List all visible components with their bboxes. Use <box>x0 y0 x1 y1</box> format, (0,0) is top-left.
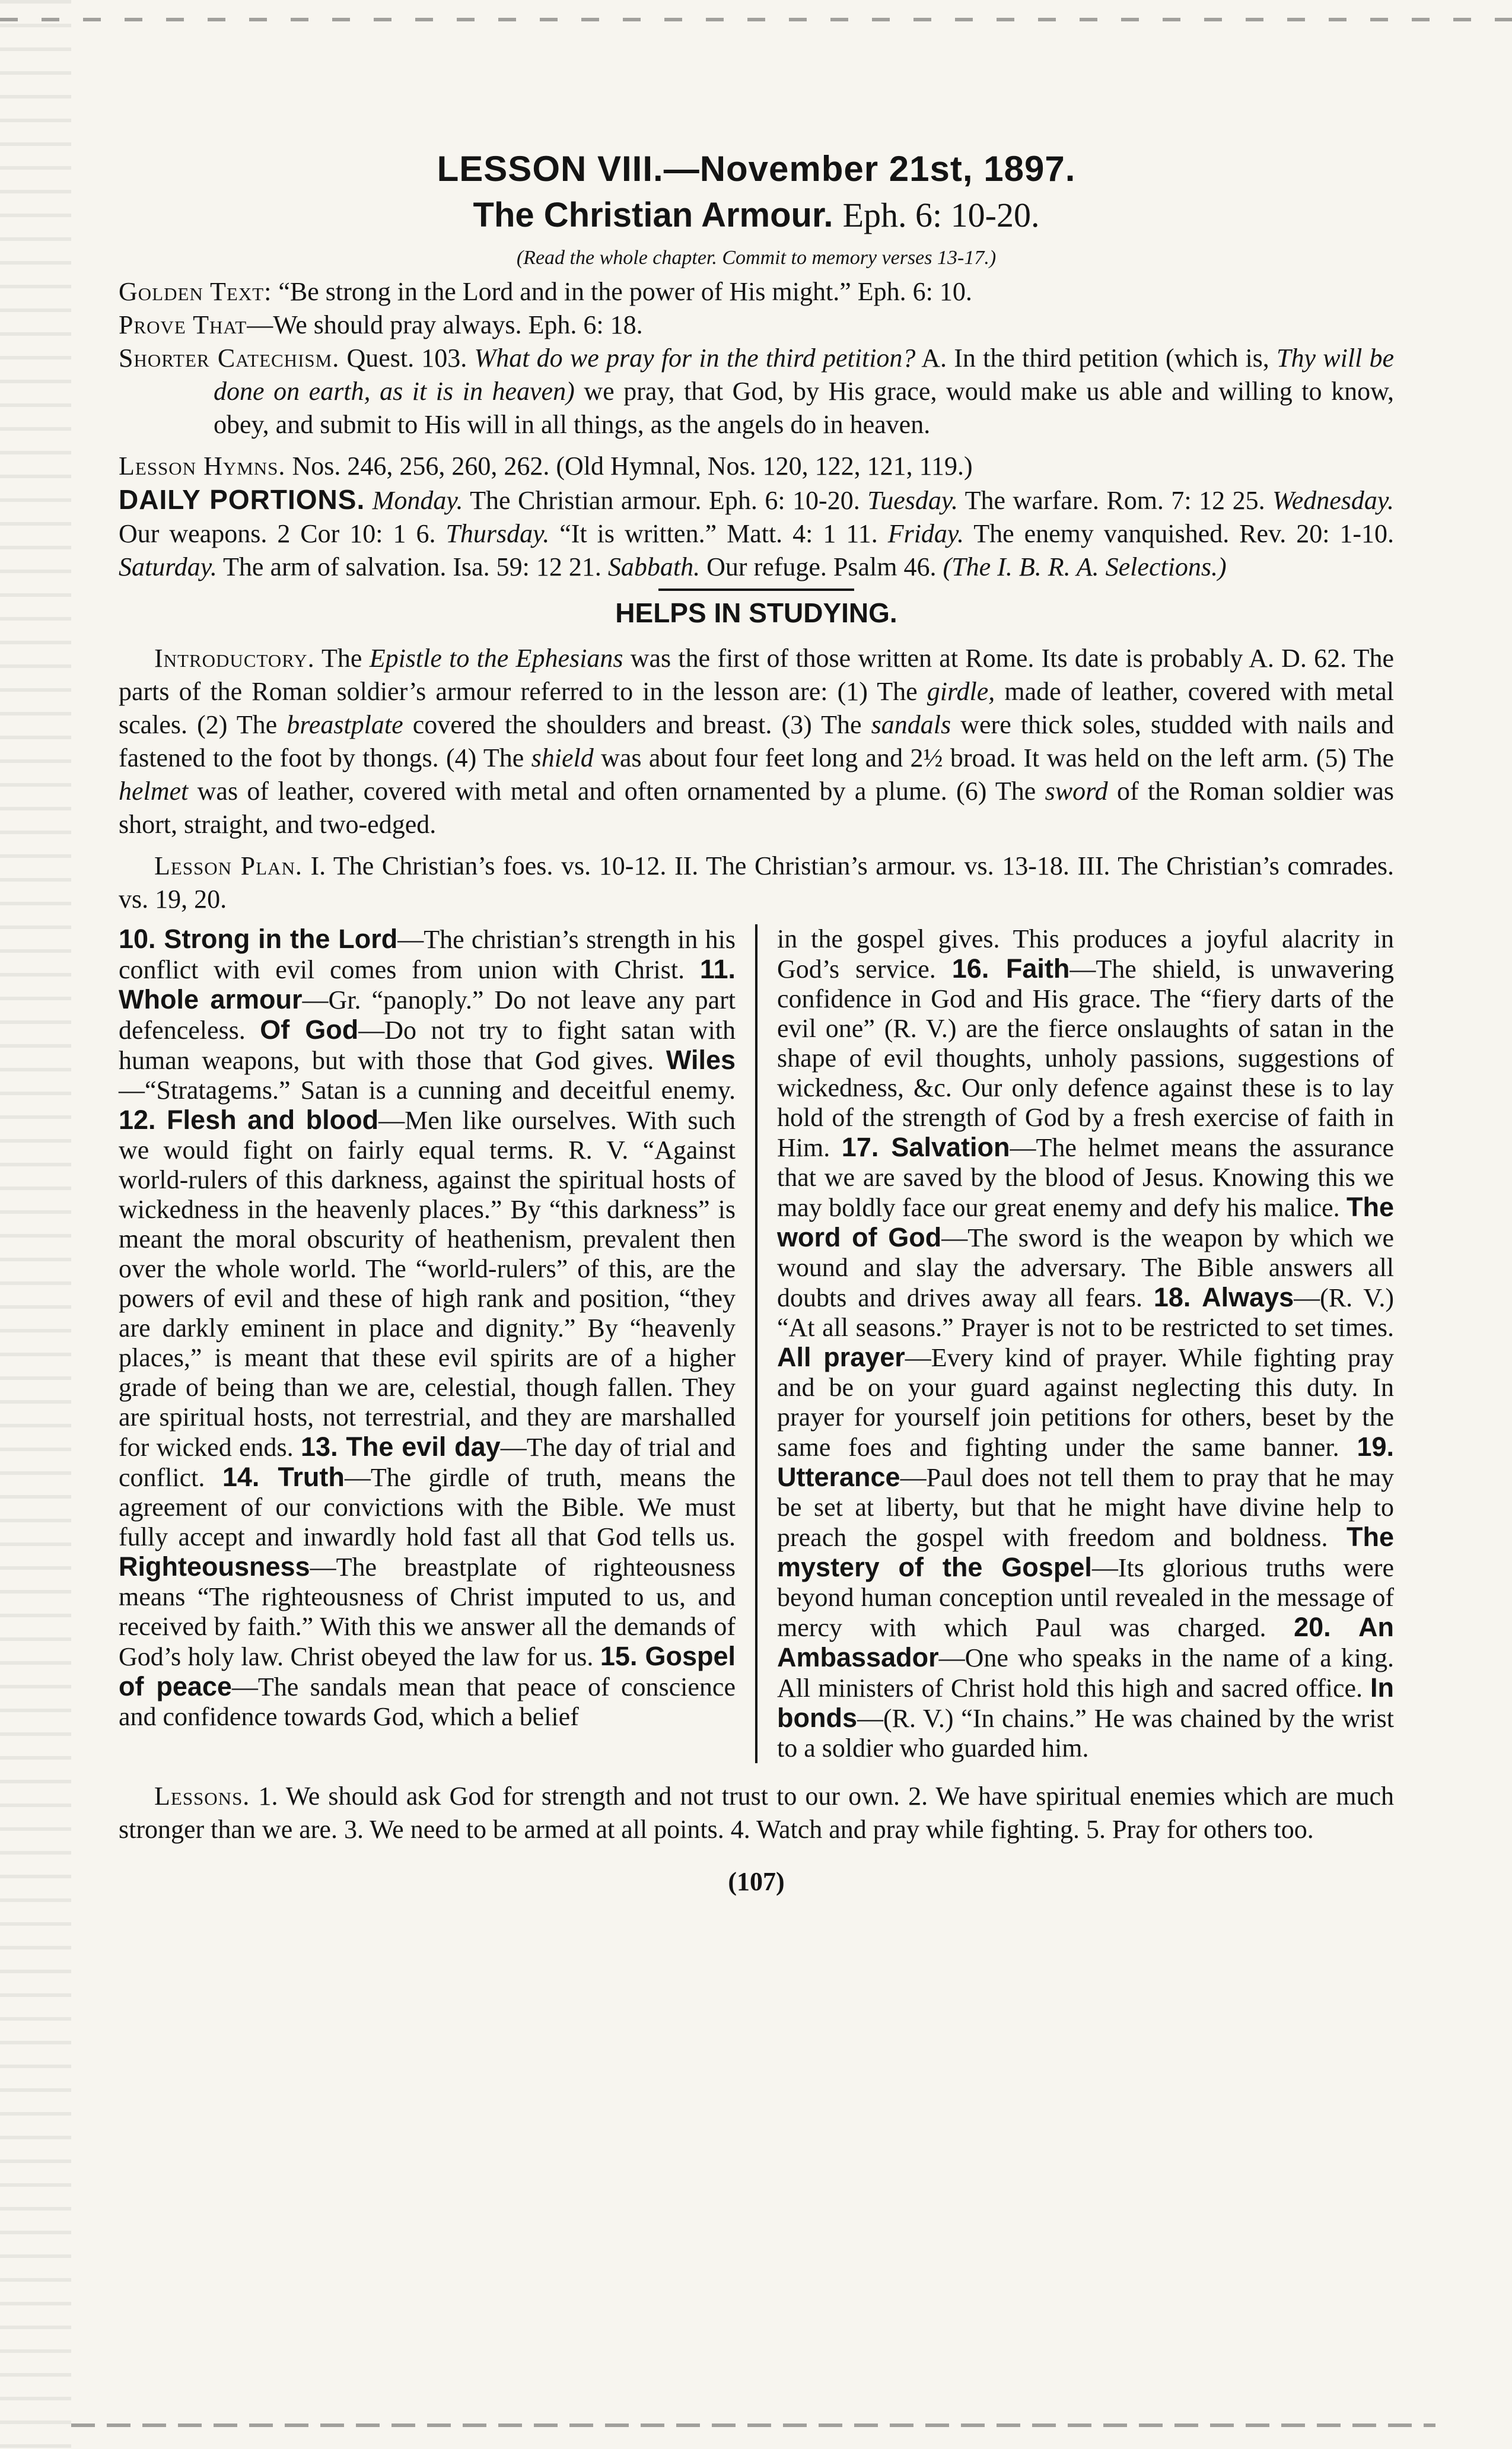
note-11-key: 11. Whole armour <box>119 954 736 1014</box>
scan-edge-top <box>0 18 1512 21</box>
notes-right-column <box>777 924 1394 1763</box>
introductory-epistle: Epistle to the Ephesians <box>369 644 623 673</box>
daily-monday-text: The Christian armour. Eph. 6: 10-20. <box>470 486 860 515</box>
daily-wednesday-text: Our weapons. 2 Cor 10: 1 6. <box>119 519 436 548</box>
golden-text-body: “Be strong in the Lord and in the power of His might.” Eph. 6: 10. <box>278 277 972 306</box>
section-rule <box>658 589 854 591</box>
introductory-label: Introductory. <box>154 644 315 673</box>
daily-portions <box>119 483 1394 584</box>
daily-sabbath-text: Our refuge. Psalm 46. <box>706 552 937 581</box>
daily-friday: Friday. <box>887 519 965 548</box>
note-14-text: —The girdle of truth, means the agreement of our convictions with the Bible. We must fully accept and inwardly hold fast all that God tells us. <box>119 1463 736 1551</box>
daily-saturday: Saturday. <box>119 552 217 581</box>
shorter-catechism <box>119 342 1394 441</box>
lesson-subtitle-text: The Christian Armour. <box>473 196 833 234</box>
daily-saturday-text: The arm of salvation. Isa. 59: 12 21. <box>223 552 601 581</box>
note-13-key: 13. The evil day <box>301 1432 501 1462</box>
introductory-helmet: helmet <box>119 777 189 806</box>
read-note: (Read the whole chapter. Commit to memory verses 13-17.) <box>516 247 997 269</box>
introductory-text-8: of the Roman soldier was short, straight, and two-edged. <box>119 777 1394 839</box>
note-14-key: 14. Truth <box>222 1462 345 1492</box>
note-13-text: —The day of trial and conflict. <box>119 1433 736 1492</box>
document-page <box>119 148 1394 1897</box>
introductory <box>119 642 1394 841</box>
note-20b-text: —(R. V.) “In chains.” He was chained by the wrist to a soldier who guarded him. <box>777 1704 1394 1763</box>
daily-selections: (The I. B. R. A. Selections.) <box>943 552 1227 581</box>
note-12-text: —Men like ourselves. With such we would fight on fairly equal terms. R. V. “Against world-rulers of this darkness, against the spiritual hosts of wickedness in the heavenly places.” By “this darkness” is meant the moral obscurity of heathenism, prevalent then over the whole world. The “world-rulers” of this, are the powers of evil and these of high rank and position, “they are darkly eminent in place and dignity.” By “heavenly places,” is meant that these evil spirits are of a higher grade of being than we are, celestial, though fallen. They are spiritual hosts, not terrestrial, and they are marshalled for wicked ends. <box>119 1106 736 1462</box>
introductory-breastplate: breastplate <box>287 710 403 739</box>
helps-heading: HELPS IN STUDYING. <box>615 597 897 628</box>
note-15-text: —The sandals mean that peace of conscience and confidence towards God, which a belief <box>119 1672 736 1731</box>
golden-text <box>119 275 1394 308</box>
introductory-sword: sword <box>1045 777 1108 806</box>
daily-tuesday: Tuesday. <box>867 486 958 515</box>
hymns-label: Lesson Hymns. <box>119 451 286 481</box>
note-12-key: 12. Flesh and blood <box>119 1105 379 1135</box>
note-18b-text: —Every kind of prayer. While fighting pray and be on your guard against neglecting this duty. In prayer for yourself join petitions for others, beset by the same foes and fighting under the same banner. <box>777 1343 1395 1462</box>
lesson-hymns <box>119 450 1394 483</box>
lesson-subtitle-ref: Eph. 6: 10-20. <box>842 196 1040 234</box>
lessons-text: 1. We should ask God for strength and not trust to our own. 2. We have spiritual enemies which are much stronger than we are. 3. We need to be armed at all points. 4. Watch and pray while fighting. 5. Pray for others too. <box>119 1782 1395 1844</box>
daily-tuesday-text: The warfare. Rom. 7: 12 25. <box>965 486 1265 515</box>
prove-that-body: —We should pray always. Eph. 6: 18. <box>247 310 643 339</box>
daily-sabbath: Sabbath. <box>607 552 701 581</box>
hymns-text: Nos. 246, 256, 260, 262. (Old Hymnal, Nos. 120, 122, 121, 119.) <box>292 451 973 481</box>
daily-thursday: Thursday. <box>445 519 550 548</box>
lesson-plan <box>119 850 1394 916</box>
prove-that <box>119 308 1394 342</box>
note-15b-text: in the gospel gives. This produces a joyful alacrity in God’s service. <box>777 924 1394 984</box>
note-15-key: 15. Gospel of peace <box>119 1641 736 1701</box>
catechism-question: What do we pray for in the third petition? <box>474 344 916 373</box>
introductory-text-3: made of leather, covered with metal scales. (2) The <box>119 677 1395 739</box>
daily-wednesday: Wednesday. <box>1272 486 1394 515</box>
note-18-key: 18. Always <box>1153 1282 1294 1312</box>
prove-that-label: Prove That <box>119 310 247 339</box>
note-14b-text: —The breastplate of righteousness means “The righteousness of Christ imputed to us, and received by faith.” With this we answer all the demands of God’s holy law. Christ obeyed the law for us. <box>119 1553 736 1671</box>
notes-left-column <box>119 924 736 1763</box>
note-16-text: —The shield, is unwavering confidence in God and His grace. The “fiery darts of the evil one” (R. V.) are the fierce onslaughts of satan in the shape of evil thoughts, unholy passions, suggestions of wickedness, &c. Our only defence against these is to lay hold of the strength of God by a fresh exercise of faith in Him. <box>777 955 1394 1162</box>
catechism-answer-end: we pray, that God, by His grace, would make us able and willing to know, obey, and submit to His will in all things, as the angels do in heaven. <box>214 377 1395 439</box>
note-10-text: —The christian’s strength in his conflict with evil comes from union with Christ. <box>119 925 736 984</box>
catechism-quest: Quest. 103. <box>346 344 467 373</box>
introductory-text-2: was the first of those written at Rome. Its date is probably A. D. 62. The parts of the Roman soldier’s armour referred to in the lesson are: (1) The <box>119 644 1394 706</box>
golden-text-label: Golden Text: <box>119 277 272 306</box>
lesson-subtitle <box>119 195 1394 235</box>
note-16-key: 16. Faith <box>951 953 1070 984</box>
note-17b-key: The word of God <box>777 1192 1395 1252</box>
introductory-text-7: was of leather, covered with metal and often ornamented by a plume. (6) The <box>197 777 1036 806</box>
introductory-sandals: sandals <box>871 710 951 739</box>
note-17b-text: —The sword is the weapon by which we wound and slay the adversary. The Bible answers all doubts and drives away all fears. <box>777 1223 1394 1312</box>
daily-portions-label: DAILY PORTIONS. <box>119 484 365 515</box>
note-20-key: 20. An Ambassador <box>777 1612 1394 1672</box>
note-19b-key: The mystery of the Gospel <box>777 1522 1395 1582</box>
note-11b-text: —Do not try to fight satan with human weapons, but with those that God gives. <box>119 1016 736 1075</box>
lesson-plan-text: I. The Christian’s foes. vs. 10-12. II. The Christian’s armour. vs. 13-18. III. The Christian’s comrades. vs. 19, 20. <box>119 851 1395 914</box>
note-11b-key: Of God <box>260 1014 359 1045</box>
introductory-text-5: were thick soles, studded with nails and fastened to the foot by thongs. (4) The <box>119 710 1395 772</box>
column-divider <box>755 924 757 1763</box>
introductory-text-4: covered the shoulders and breast. (3) The <box>412 710 862 739</box>
lessons-label: Lessons. <box>154 1782 250 1811</box>
lesson-plan-label: Lesson Plan. <box>154 851 303 880</box>
note-19-text: —Paul does not tell them to pray that he may be set at liberty, but that he might have divine help to preach the gospel with freedom and boldness. <box>777 1463 1394 1552</box>
daily-monday: Monday. <box>372 486 463 515</box>
scan-edge-left <box>0 0 71 2449</box>
notes-columns <box>119 924 1394 1763</box>
catechism-a: A. <box>921 344 947 373</box>
note-18-text: —(R. V.) “At all seasons.” Prayer is not to be restricted to set times. <box>777 1283 1394 1342</box>
daily-friday-text: The enemy vanquished. Rev. 20: 1-10. <box>973 519 1395 548</box>
lesson-title: LESSON VIII.—November 21st, 1897. <box>437 149 1076 189</box>
page-number: (107) <box>728 1867 785 1896</box>
introductory-girdle: girdle, <box>927 677 995 706</box>
note-20-text: —One who speaks in the name of a king. All ministers of Christ hold this high and sacred office. <box>777 1643 1394 1703</box>
note-17-key: 17. Salvation <box>841 1132 1010 1162</box>
note-11-text: —Gr. “panoply.” Do not leave any part defenceless. <box>119 985 736 1045</box>
note-11c-text: —“Stratagems.” Satan is a cunning and deceitful enemy. <box>119 1076 736 1105</box>
introductory-text-1: The <box>322 644 362 673</box>
daily-thursday-text: “It is written.” Matt. 4: 1 11. <box>559 519 878 548</box>
note-18b-key: All prayer <box>777 1342 905 1372</box>
note-17-text: —The helmet means the assurance that we are saved by the blood of Jesus. Knowing this we may boldly face our great enemy and defy his malice. <box>777 1133 1394 1222</box>
note-19b-text: —Its glorious truths were beyond human conception until revealed in the message of mercy with which Paul was charged. <box>777 1553 1394 1642</box>
scan-edge-bottom <box>71 2423 1435 2427</box>
introductory-shield: shield <box>531 743 594 772</box>
note-10-key: 10. Strong in the Lord <box>119 924 398 954</box>
lessons <box>119 1780 1394 1846</box>
note-14b-key: Righteousness <box>119 1551 310 1582</box>
introductory-text-6: was about four feet long and 2½ broad. It was held on the left arm. (5) The <box>601 743 1395 772</box>
note-19-key: 19. Utterance <box>777 1432 1394 1492</box>
catechism-answer-start: In the third petition (which is, <box>954 344 1269 373</box>
note-11c-key: Wiles <box>666 1045 736 1075</box>
note-20b-key: In bonds <box>777 1672 1394 1733</box>
catechism-label: Shorter Catechism. <box>119 344 340 373</box>
catechism-answer-italic: Thy will be done on earth, as it is in heaven) <box>214 344 1395 406</box>
